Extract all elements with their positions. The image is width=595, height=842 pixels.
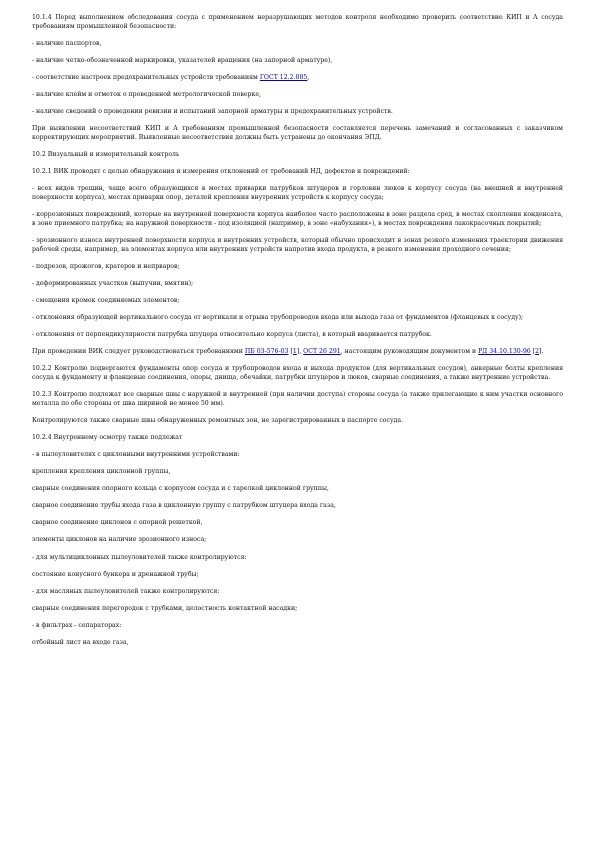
paragraph [32,348,563,357]
paragraph [32,314,563,323]
paragraph [32,280,563,289]
paragraph [32,74,563,83]
paragraph-text: - подрезов, прожогов, кратеров и непрваров; [32,262,180,270]
document-reference-link[interactable]: 1 [292,348,297,356]
paragraph-text: 10.1.4 Перед выполнением обследования сосуда с применением неразрушающих методов контроля необходимо проверить соответствие КИП и А сосуда требованиям промышленной безопасности: [32,14,563,30]
paragraph-text: - для мультициклонных пылеуловителей также контролируются: [32,553,247,561]
paragraph [32,571,563,580]
paragraph [32,263,563,272]
paragraph-text: - деформированных участков (выпучин, вмятин); [32,279,194,287]
paragraph [32,237,563,254]
paragraph-text: ]. [539,348,544,356]
paragraph [32,185,563,202]
paragraph [32,40,563,49]
paragraph-text: крепления крепления циклонной группы, [32,468,171,476]
paragraph [32,605,563,614]
document-reference-link[interactable]: 2 [535,348,540,356]
paragraph [32,151,563,160]
paragraph [32,536,563,545]
paragraph [32,365,563,382]
paragraph [32,519,563,528]
document-reference-link[interactable]: РД 34.10.130-96 [478,348,531,356]
paragraph-text: 10.2.4 Внутреннему осмотру также подлежат [32,433,183,441]
paragraph-text: 10.2.3 Контролю подлежат все сварные швы с наружной и внутренней (при наличии доступа) стороны сосуда (а также прилегающие к ним участки основного металла по обе стороны от шва шириной не менее 50 мм). [32,391,563,407]
paragraph-text: - в фильтрах - сепараторах: [32,621,122,629]
document-reference-link[interactable]: ОСТ 26 291 [303,348,341,356]
paragraph-text: При проведении ВИК следует руководствоваться требованиями [32,348,245,356]
paragraph-text: [ [288,348,293,356]
paragraph [32,622,563,631]
paragraph [32,108,563,117]
paragraph [32,417,563,426]
paragraph-text: сварные соединения опорного кольца с корпусом сосуда и с тарелкой циклонной группы, [32,485,329,493]
paragraph-text: 10.2.2 Контролю подвергаются фундаменты опор сосуда и трубопроводов входа и выхода продуктов (для вертикальных сосудов), анкерные болты крепления сосуда к фундаменту и фланцевые соединения, опоры, днища, обечайки, патрубки штуцеров и люков, сварные соединения, а также внутренние устройства. [32,365,563,381]
paragraph-text: отбойный лист на входе газа, [32,639,129,647]
paragraph [32,331,563,340]
paragraph-text: сварное соединение трубы входа газа в циклонную группу с патрубком штуцера входа газа, [32,502,336,510]
paragraph [32,502,563,511]
paragraph [32,639,563,648]
paragraph-text: сварные соединения перегородок с трубками, целостность контактной насадки; [32,604,298,612]
paragraph-text: сварное соединение циклонов с опорной решеткой, [32,519,203,527]
paragraph-text: состояние конусного бункера и дренажной трубы; [32,570,199,578]
paragraph [32,434,563,443]
paragraph-text: - наличие клейм и отметок о проведенной метрологической поверке, [32,91,261,99]
document-reference-link[interactable]: ГОСТ 12.2.085 [259,73,308,81]
paragraph-text: [ [530,348,536,356]
paragraph [32,168,563,177]
paragraph [32,125,563,142]
paragraph [32,57,563,66]
paragraph-text: ], [296,348,304,356]
paragraph-text: - наличие сведений о проведении ревизии и испытаний запорной арматуры и предохранительных устройств. [32,108,393,116]
paragraph [32,211,563,228]
paragraph-text: , настоящим руководящим документом и [340,348,479,356]
paragraph-text: - наличие паспортов, [32,39,102,47]
paragraph-text: - всех видов трещин, чаще всего образующихся в местах приварки патрубков штуцеров и горловин люков к корпусу сосуда (на внешней и внутренней поверхности корпуса), местах приварки опор, деталей крепления внутренних устройств к корпусу сосуда; [32,185,563,201]
paragraph-text: элементы циклонов на наличие эрозионного износа; [32,536,207,544]
paragraph-text: - для масляных пылеуловителей также контролируются: [32,587,220,595]
document-reference-link[interactable]: ПБ 03-576-03 [244,348,289,356]
paragraph [32,91,563,100]
paragraph-text: 10.2.1 ВИК проводят с целью обнаружения и измерения отклонений от требований НД, дефектов и повреждений: [32,168,410,176]
paragraph [32,554,563,563]
paragraph-text: - коррозионных повреждений, которые на внутренней поверхности корпуса наиболее часто расположены в зоне раздела сред, в местах скопления конденсата, в зоне приемного патрубка; на наружной поверхности - под изоляцией (например, в зоне «набухания»), в местах повреждения лакокрасочных покрытий; [32,211,563,227]
paragraph [32,468,563,477]
paragraph-text: 10.2 Визуальный и измерительный контроль [32,151,180,159]
paragraph [32,14,563,31]
paragraph-text: Контролируются также сварные швы обнаруженных ремонтных зон, не зарегистрированных в паспорте сосуда. [32,416,404,424]
paragraph [32,297,563,306]
paragraph-text: - соответствие настроек предохранительных устройств требованиям [32,73,260,81]
paragraph-text: - смещения кромок соединяемых элементов; [32,296,180,304]
paragraph-text: При выявлении несоответствий КИП и А требованиям промышленной безопасности составляется перечень замечаний и согласованных с заказчиком корректирующих мероприятий. Выявленные несоответствия должны быть устранены до окончания ЭПД. [32,125,563,141]
paragraph-text: , [307,73,310,81]
paragraph-text: - в пылеуловителях с циклонными внутренними устройствами: [32,450,240,458]
paragraph-text: - отклонения от перпендикулярности патрубка штуцера относительно корпуса (листа), в который вваривается патрубок. [32,331,432,339]
paragraph [32,391,563,408]
paragraph [32,588,563,597]
paragraph [32,485,563,494]
paragraph-text: - отклонения образующей вертикального сосуда от вертикали и отрыва трубопроводов входа или выхода газа от фундаментов (фланцевых к сосуду); [32,313,524,321]
paragraph-text: - эрозионного износа внутренней поверхности корпуса и внутренних устройств, который обычно происходит в зонах резкого изменения траектории движения рабочей среды, например, на элементах корпуса или внутренних устройств напротив входа продукта, в резкого изменения проходного сечения; [32,236,563,253]
paragraph-text: - наличие четко-обозначенной маркировки, указателей вращения (на запорной арматуре), [32,56,333,64]
paragraph [32,451,563,460]
